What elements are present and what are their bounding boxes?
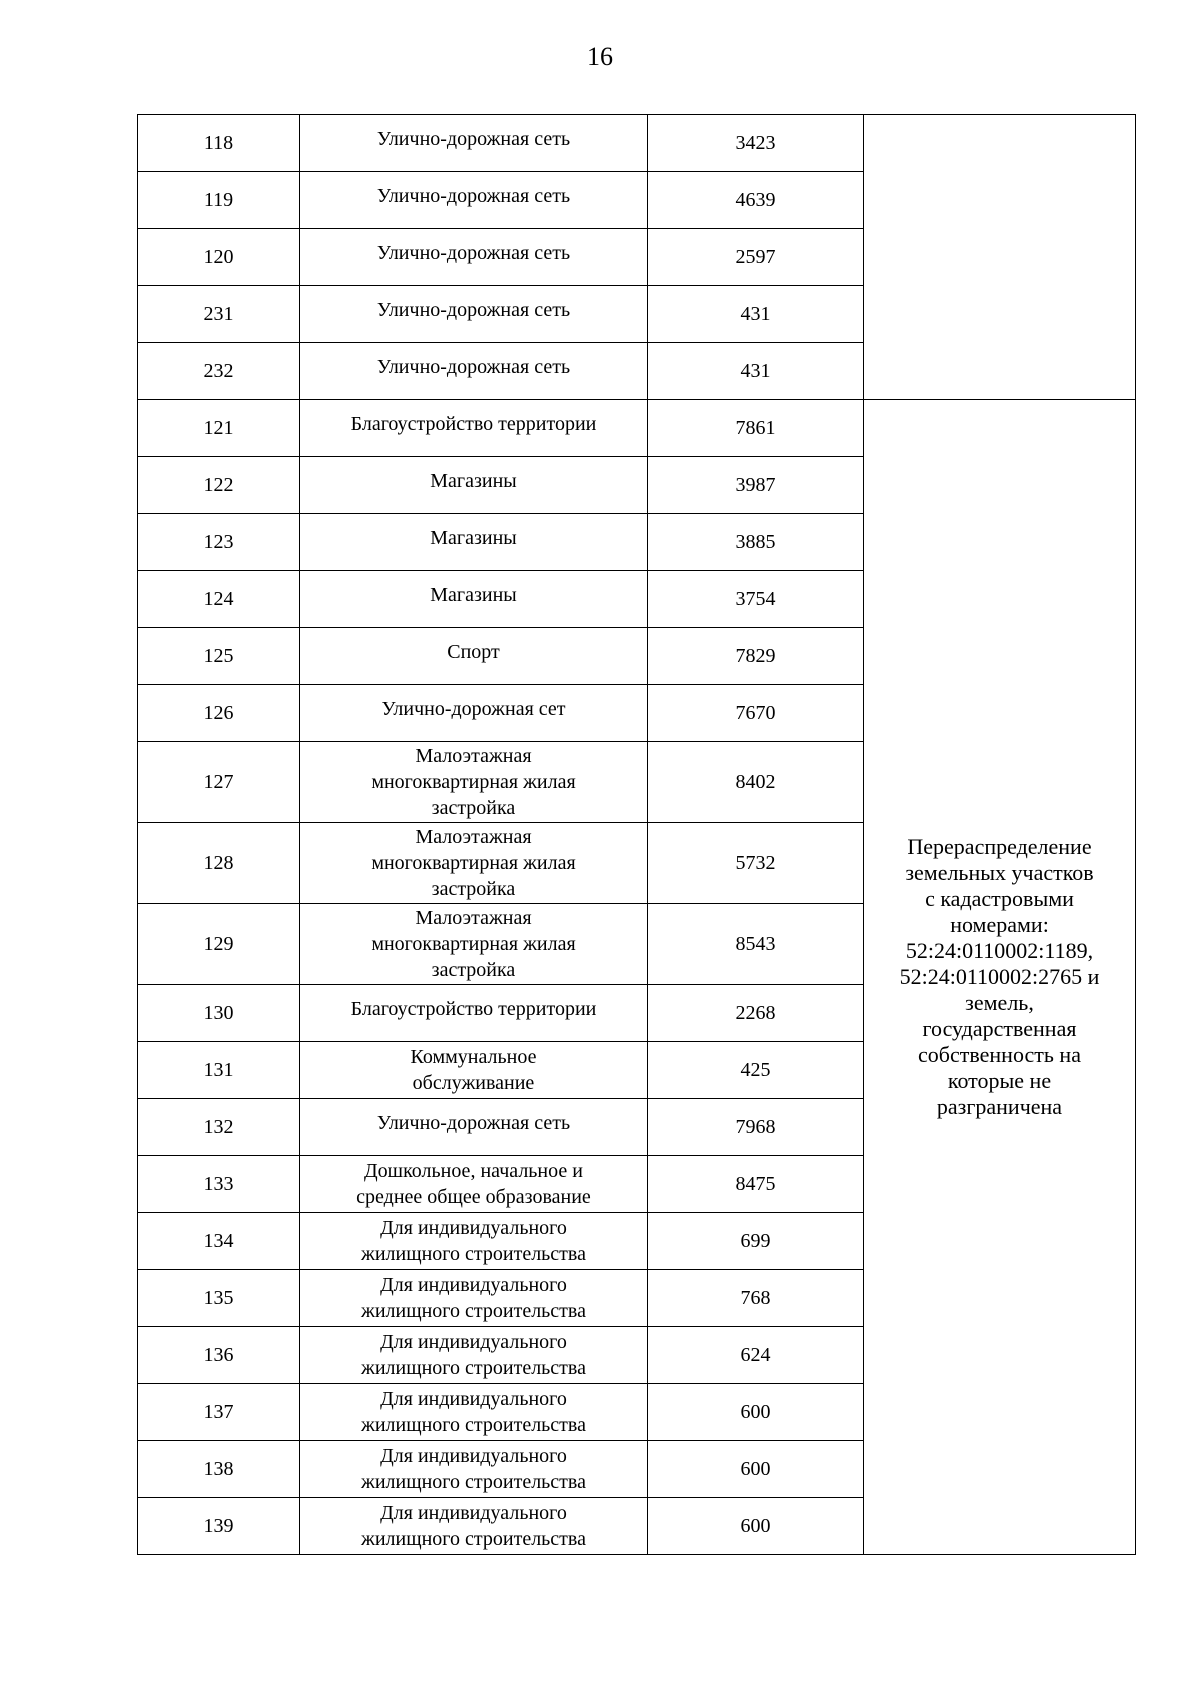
land-use-line: Улично-дорожная сеть	[376, 356, 571, 378]
land-use-cell	[300, 172, 648, 229]
plot-number-cell: 232	[138, 343, 300, 400]
plot-number-cell: 137	[138, 1384, 300, 1441]
plot-number-cell: 119	[138, 172, 300, 229]
area-cell: 431	[648, 286, 864, 343]
land-use-cell	[300, 1441, 648, 1498]
land-use-line: Для индивидуального	[380, 1388, 567, 1410]
land-use-line: Для индивидуального	[380, 1274, 567, 1296]
land-use-line: Для индивидуального	[380, 1331, 567, 1353]
plot-number-cell: 135	[138, 1270, 300, 1327]
land-use-line: Благоустройство территории	[350, 413, 597, 435]
formation-method-line: с кадастровыми	[925, 886, 1074, 911]
land-use-line: Улично-дорожная сеть	[376, 299, 571, 321]
land-use-line: Благоустройство территории	[350, 998, 597, 1020]
land-use-line: жилищного строительства	[361, 1414, 586, 1436]
plot-number-cell: 121	[138, 400, 300, 457]
land-use-line: Улично-дорожная сеть	[376, 185, 571, 207]
plot-number-cell: 118	[138, 115, 300, 172]
table-row	[138, 400, 1136, 457]
area-cell: 7968	[648, 1099, 864, 1156]
formation-method-line: которые не	[947, 1068, 1052, 1093]
area-cell: 3423	[648, 115, 864, 172]
land-use-cell	[300, 1384, 648, 1441]
area-cell: 7861	[648, 400, 864, 457]
plot-number-cell: 122	[138, 457, 300, 514]
land-use-line: Улично-дорожная сет	[381, 698, 566, 720]
plot-number-cell: 129	[138, 904, 300, 985]
plot-number-cell: 133	[138, 1156, 300, 1213]
land-use-line: многоквартирная жилая	[371, 933, 576, 955]
area-cell: 600	[648, 1498, 864, 1555]
land-use-line: застройка	[431, 959, 516, 981]
plot-number-cell: 132	[138, 1099, 300, 1156]
land-use-cell	[300, 904, 648, 985]
land-use-line: обслуживание	[412, 1072, 535, 1094]
land-use-cell	[300, 115, 648, 172]
formation-method-line: государственная	[922, 1016, 1077, 1041]
land-use-cell	[300, 1213, 648, 1270]
plot-number-cell: 138	[138, 1441, 300, 1498]
plot-number-cell: 128	[138, 823, 300, 904]
land-use-line: застройка	[431, 797, 516, 819]
area-cell: 3987	[648, 457, 864, 514]
land-use-line: Дошкольное, начальное и	[364, 1160, 583, 1182]
land-plots-table	[137, 114, 1136, 1555]
area-cell: 3885	[648, 514, 864, 571]
land-use-line: Коммунальное	[410, 1046, 537, 1068]
formation-method-cell	[864, 115, 1136, 400]
area-cell: 7829	[648, 628, 864, 685]
plot-number-cell: 130	[138, 985, 300, 1042]
land-use-line: Для индивидуального	[380, 1502, 567, 1524]
land-use-cell	[300, 400, 648, 457]
plot-number-cell: 139	[138, 1498, 300, 1555]
land-use-cell	[300, 286, 648, 343]
plot-number-cell: 136	[138, 1327, 300, 1384]
area-cell: 3754	[648, 571, 864, 628]
area-cell: 425	[648, 1042, 864, 1099]
land-use-cell	[300, 628, 648, 685]
land-use-line: жилищного строительства	[361, 1471, 586, 1493]
area-cell: 600	[648, 1384, 864, 1441]
formation-method-line: земельных участков	[905, 860, 1094, 885]
area-cell: 8402	[648, 742, 864, 823]
table-body	[138, 115, 1136, 1555]
area-cell: 431	[648, 343, 864, 400]
land-use-line: Малоэтажная	[415, 907, 532, 929]
plot-number-cell: 124	[138, 571, 300, 628]
area-cell: 624	[648, 1327, 864, 1384]
formation-method-line: собственность на	[918, 1042, 1081, 1067]
area-cell: 600	[648, 1441, 864, 1498]
land-use-line: Малоэтажная	[415, 745, 532, 767]
land-use-cell	[300, 514, 648, 571]
area-cell: 768	[648, 1270, 864, 1327]
area-cell: 7670	[648, 685, 864, 742]
land-use-cell	[300, 1327, 648, 1384]
land-use-cell	[300, 1042, 648, 1099]
land-use-line: Для индивидуального	[380, 1445, 567, 1467]
land-use-cell	[300, 823, 648, 904]
land-use-line: жилищного строительства	[361, 1300, 586, 1322]
land-use-line: жилищного строительства	[361, 1357, 586, 1379]
land-use-cell	[300, 343, 648, 400]
plot-number-cell: 123	[138, 514, 300, 571]
land-use-line: многоквартирная жилая	[371, 852, 576, 874]
area-cell: 2268	[648, 985, 864, 1042]
area-cell: 699	[648, 1213, 864, 1270]
area-cell: 2597	[648, 229, 864, 286]
land-use-cell	[300, 742, 648, 823]
formation-method-line: Перераспределение	[907, 834, 1092, 859]
land-use-cell	[300, 1498, 648, 1555]
area-cell: 8543	[648, 904, 864, 985]
formation-method-line: земель,	[965, 990, 1034, 1015]
plot-number-cell: 131	[138, 1042, 300, 1099]
plot-number-cell: 126	[138, 685, 300, 742]
land-use-line: Улично-дорожная сеть	[376, 1112, 571, 1134]
land-use-cell	[300, 229, 648, 286]
land-use-cell	[300, 985, 648, 1042]
land-use-line: Магазины	[430, 584, 517, 606]
plot-number-cell: 127	[138, 742, 300, 823]
land-use-line: Спорт	[447, 641, 500, 663]
land-use-line: многоквартирная жилая	[371, 771, 576, 793]
formation-method-line: разграничена	[936, 1094, 1063, 1119]
plot-number-cell: 231	[138, 286, 300, 343]
land-use-cell	[300, 457, 648, 514]
table-row	[138, 115, 1136, 172]
land-use-cell	[300, 685, 648, 742]
land-use-line: Улично-дорожная сеть	[376, 128, 571, 150]
land-use-cell	[300, 1099, 648, 1156]
area-cell: 5732	[648, 823, 864, 904]
land-use-line: Магазины	[430, 470, 517, 492]
area-cell: 8475	[648, 1156, 864, 1213]
plot-number-cell: 125	[138, 628, 300, 685]
land-use-cell	[300, 571, 648, 628]
land-use-line: Улично-дорожная сеть	[376, 242, 571, 264]
land-use-line: жилищного строительства	[361, 1243, 586, 1265]
land-use-line: жилищного строительства	[361, 1528, 586, 1550]
formation-method-line: номерами:	[950, 912, 1049, 937]
formation-method-line: 52:24:0110002:2765 и	[899, 964, 1100, 989]
area-cell: 4639	[648, 172, 864, 229]
formation-method-cell	[864, 400, 1136, 1555]
page-number: 16	[587, 42, 613, 71]
land-use-line: Малоэтажная	[415, 826, 532, 848]
land-use-cell	[300, 1156, 648, 1213]
formation-method-line: 52:24:0110002:1189,	[905, 938, 1094, 963]
land-use-line: Магазины	[430, 527, 517, 549]
plot-number-cell: 120	[138, 229, 300, 286]
land-use-line: застройка	[431, 878, 516, 900]
land-use-line: среднее общее образование	[356, 1186, 591, 1208]
land-use-line: Для индивидуального	[380, 1217, 567, 1239]
land-use-cell	[300, 1270, 648, 1327]
plot-number-cell: 134	[138, 1213, 300, 1270]
